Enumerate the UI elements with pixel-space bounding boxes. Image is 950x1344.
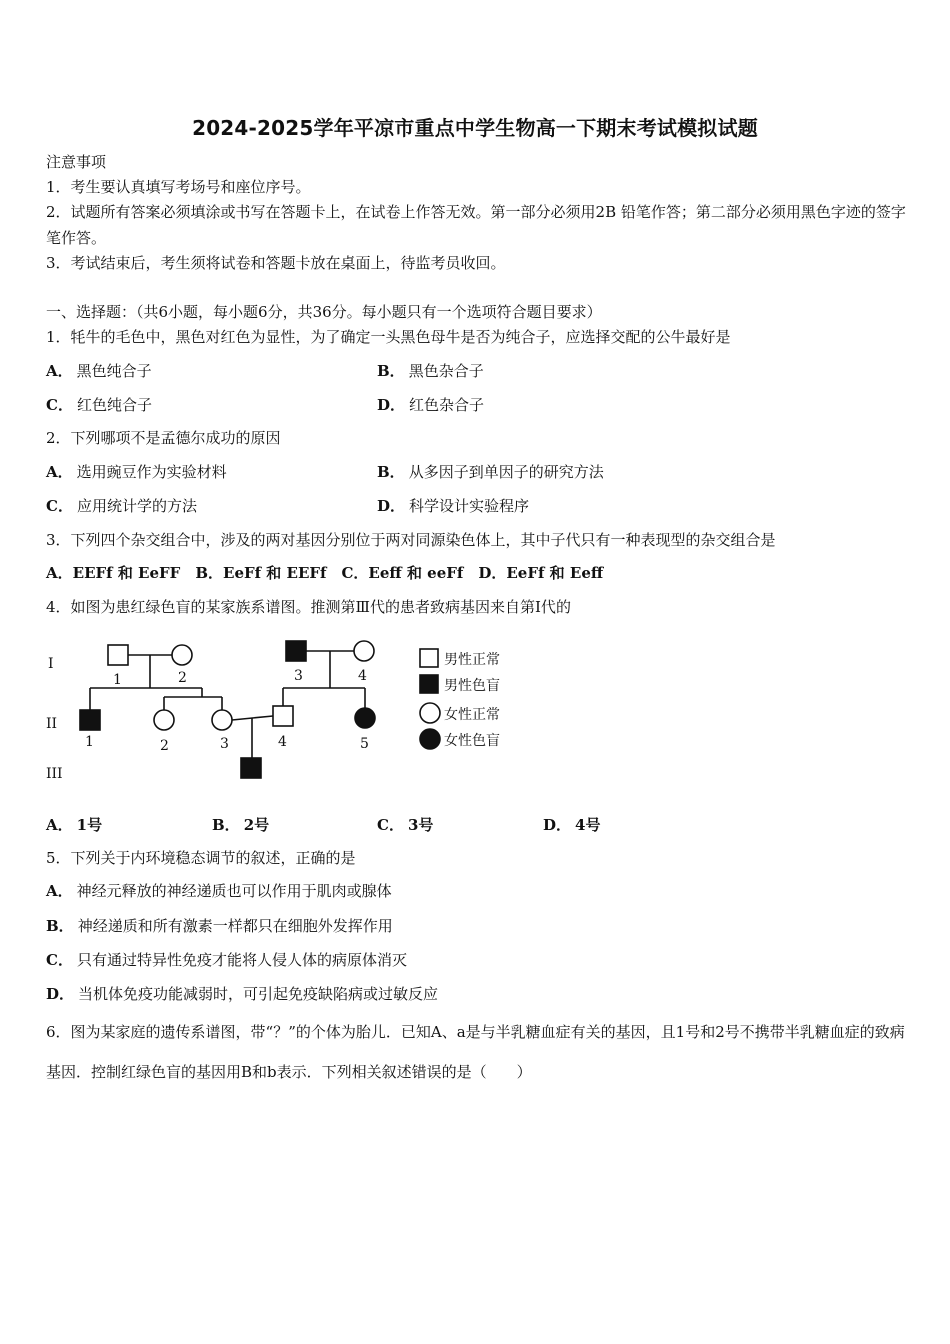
- q3-options: A．EEFf 和 EeFF B．EeFf 和 EEFf C．Eeff 和 eeFf D．EeFf 和 Eeff: [46, 564, 604, 582]
- q4-stem: 4．如图为患红绿色盲的某家族系谱图。推测第Ⅲ代的患者致病基因来自第Ⅰ代的: [46, 598, 571, 616]
- legend-normal-female: 女性正常: [444, 707, 500, 723]
- gen-ii-5-colorblind-female: [355, 708, 375, 728]
- gen-ii-num-4: 4: [278, 734, 287, 750]
- q4-option-c: C． 3号: [377, 816, 434, 834]
- gen-i-4-normal-female: [354, 641, 374, 661]
- notice-heading: 注意事项: [46, 153, 107, 171]
- pedigree-diagram: [40, 632, 530, 792]
- q6-stem: 6．图为某家庭的遗传系谱图，带“？”的个体为胎儿．已知A、a是与半乳糖血症有关的基因，且1号和2号不携带半乳糖血症的致病基因．控制红绿色盲的基因用B和b表示．下列相关叙述错误的是（ ）: [46, 1023, 905, 1081]
- gen-ii-1-colorblind-male: [80, 710, 100, 730]
- q4-option-d: D． 4号: [543, 816, 601, 834]
- legend-colorblind-male: 男性色盲: [444, 678, 500, 694]
- q5-option-d: D． 当机体免疫功能减弱时，可引起免疫缺陷病或过敏反应: [46, 985, 439, 1003]
- gen-i-1-normal-male: [108, 645, 128, 665]
- gen-ii-3-normal-female: [212, 710, 232, 730]
- q2-option-b: B． 从多因子到单因子的研究方法: [377, 463, 604, 481]
- gen-i-num-4: 4: [358, 668, 367, 684]
- notice-item-3: 3．考试结束后，考生须将试卷和答题卡放在桌面上，待监考员收回。: [46, 254, 506, 272]
- gen-ii-num-3: 3: [220, 736, 229, 752]
- gen-i-num-3: 3: [294, 668, 303, 684]
- q1-option-b: B． 黑色杂合子: [377, 362, 484, 380]
- q4-option-b: B． 2号: [212, 816, 270, 834]
- legend-colorblind-male-symbol: [420, 675, 438, 693]
- gen-label-iii: III: [46, 766, 63, 782]
- gen-iii-1-colorblind-male: [241, 758, 261, 778]
- q3-stem: 3．下列四个杂交组合中，涉及的两对基因分别位于两对同源染色体上，其中子代只有一种表现型的杂交组合是: [46, 531, 776, 549]
- gen-ii-2-normal-female: [154, 710, 174, 730]
- q1-option-c: C． 红色纯合子: [46, 396, 152, 414]
- q2-option-a: A． 选用豌豆作为实验材料: [46, 463, 227, 481]
- gen-i-2-normal-female: [172, 645, 192, 665]
- gen-i-3-colorblind-male: [286, 641, 306, 661]
- legend-colorblind-female-symbol: [420, 729, 440, 749]
- gen-i-num-2: 2: [178, 670, 187, 686]
- q5-option-c: C． 只有通过特异性免疫才能将人侵人体的病原体消灭: [46, 951, 407, 969]
- q2-stem: 2．下列哪项不是孟德尔成功的原因: [46, 429, 281, 447]
- notice-item-1: 1．考生要认真填写考场号和座位序号。: [46, 178, 311, 196]
- gen-ii-4-normal-male: [273, 706, 293, 726]
- legend-colorblind-female: 女性色盲: [444, 733, 500, 749]
- gen-i-num-1: 1: [113, 672, 122, 688]
- gen-ii-num-5: 5: [360, 736, 369, 752]
- exam-title: 2024-2025学年平凉市重点中学生物高一下期末考试模拟试题: [192, 116, 758, 140]
- q1-option-d: D． 红色杂合子: [377, 396, 485, 414]
- q4-option-a: A． 1号: [46, 816, 103, 834]
- section-heading: 一、选择题：（共6小题，每小题6分，共36分。每小题只有一个选项符合题目要求）: [46, 303, 602, 321]
- q2-option-d: D． 科学设计实验程序: [377, 497, 530, 515]
- gen-ii-num-1: 1: [85, 734, 94, 750]
- gen-label-ii: II: [46, 716, 58, 732]
- q1-stem: 1．牦牛的毛色中，黑色对红色为显性，为了确定一头黑色母牛是否为纯合子，应选择交配的公牛最好是: [46, 328, 731, 346]
- q5-option-b: B． 神经递质和所有激素一样都只在细胞外发挥作用: [46, 917, 393, 935]
- q2-option-c: C． 应用统计学的方法: [46, 497, 197, 515]
- notice-item-2: 2．试题所有答案必须填涂或书写在答题卡上，在试卷上作答无效。第一部分必须用2B 铅笔作答；第二部分必须用黑色字迹的签字笔作答。: [46, 203, 906, 247]
- gen-label-i: I: [48, 656, 54, 672]
- gen-ii-num-2: 2: [160, 738, 169, 754]
- q1-option-a: A． 黑色纯合子: [46, 362, 152, 380]
- legend-normal-female-symbol: [420, 703, 440, 723]
- legend-normal-male-symbol: [420, 649, 438, 667]
- q5-option-a: A． 神经元释放的神经递质也可以作用于肌肉或腺体: [46, 882, 392, 900]
- legend-normal-male: 男性正常: [444, 652, 500, 668]
- q5-stem: 5．下列关于内环境稳态调节的叙述，正确的是: [46, 849, 356, 867]
